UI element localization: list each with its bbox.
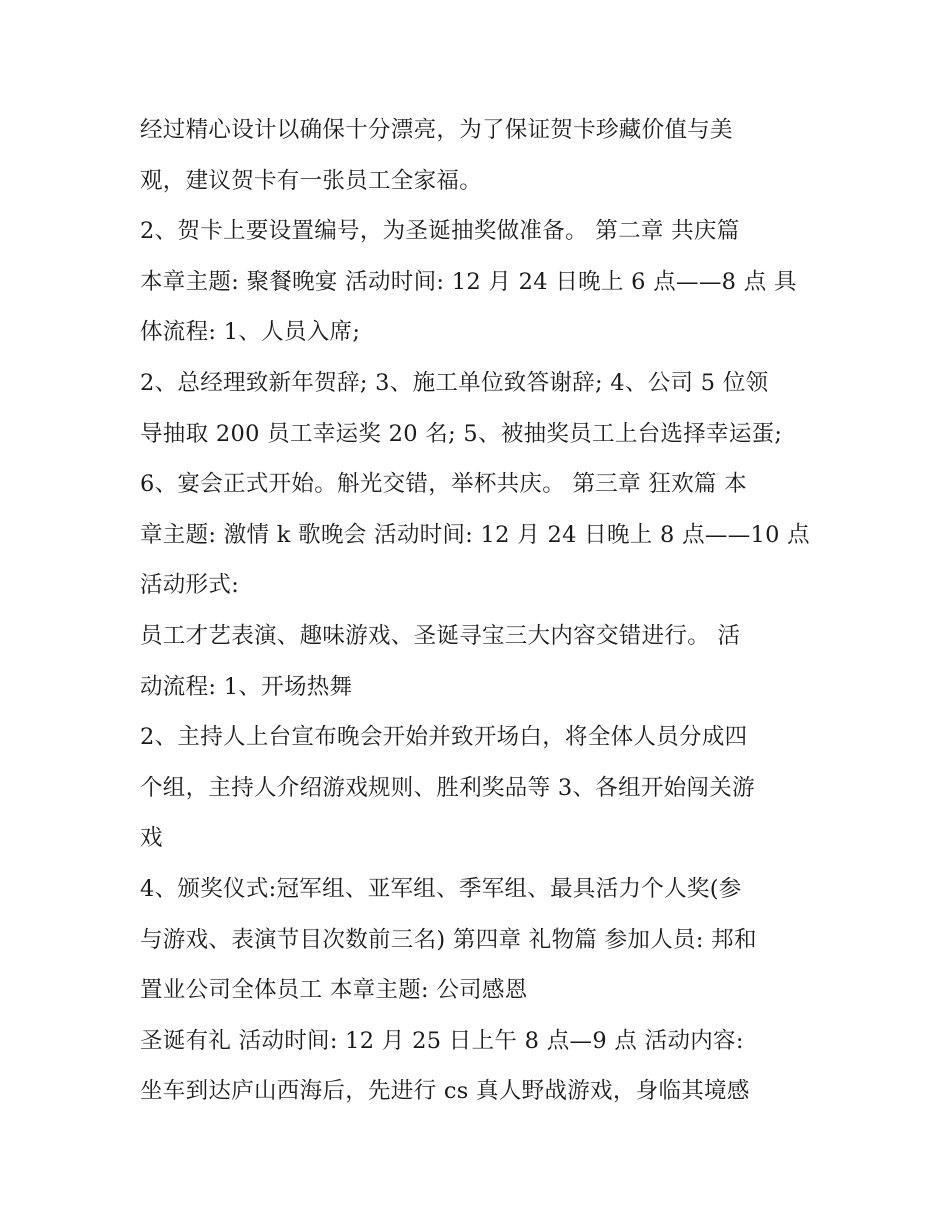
text-line: 2、主持人上台宣布晚会开始并致开场白，将全体人员分成四	[140, 724, 748, 751]
text-line: 2、贺卡上要设置编号，为圣诞抽奖做准备。 第二章 共庆篇	[140, 218, 740, 245]
text-line: 置业公司全体员工 本章主题: 公司感恩	[140, 977, 528, 1004]
text-line: 与游戏、表演节目次数前三名) 第四章 礼物篇 参加人员: 邦和	[140, 926, 757, 953]
text-line: 员工才艺表演、趣味游戏、圣诞寻宝三大内容交错进行。 活	[140, 622, 741, 649]
text-line: 体流程: 1、人员入席;	[140, 319, 361, 346]
text-line: 章主题: 激情 k 歌晚会 活动时间: 12 月 24 日晚上 8 点——10 点	[140, 521, 810, 548]
text-line: 观，建议贺卡有一张员工全家福。	[140, 167, 483, 194]
text-line: 个组，主持人介绍游戏规则、胜利奖品等 3、各组开始闯关游	[140, 774, 755, 801]
text-line: 坐车到达庐山西海后，先进行 cs 真人野战游戏，身临其境感	[140, 1078, 750, 1105]
text-line: 2、总经理致新年贺辞; 3、施工单位致答谢辞; 4、公司 5 位领	[140, 369, 769, 396]
document-body	[140, 105, 820, 1117]
text-line: 圣诞有礼 活动时间: 12 月 25 日上午 8 点—9 点 活动内容:	[140, 1027, 744, 1054]
text-line: 经过精心设计以确保十分漂亮，为了保证贺卡珍藏价值与美	[140, 117, 733, 143]
text-line: 导抽取 200 员工幸运奖 20 名; 5、被抽奖员工上台选择幸运蛋;	[140, 420, 783, 447]
text-line: 戏	[140, 825, 163, 852]
text-line: 动流程: 1、开场热舞	[140, 673, 353, 700]
text-line: 4、颁奖仪式:冠军组、亚军组、季军组、最具活力个人奖(参	[140, 875, 742, 902]
text-line: 本章主题: 聚餐晚宴 活动时间: 12 月 24 日晚上 6 点——8 点 具	[140, 268, 797, 295]
text-line: 活动形式:	[140, 572, 240, 599]
text-line: 6、宴会正式开始。斛光交错，举杯共庆。 第三章 狂欢篇 本	[140, 471, 747, 498]
